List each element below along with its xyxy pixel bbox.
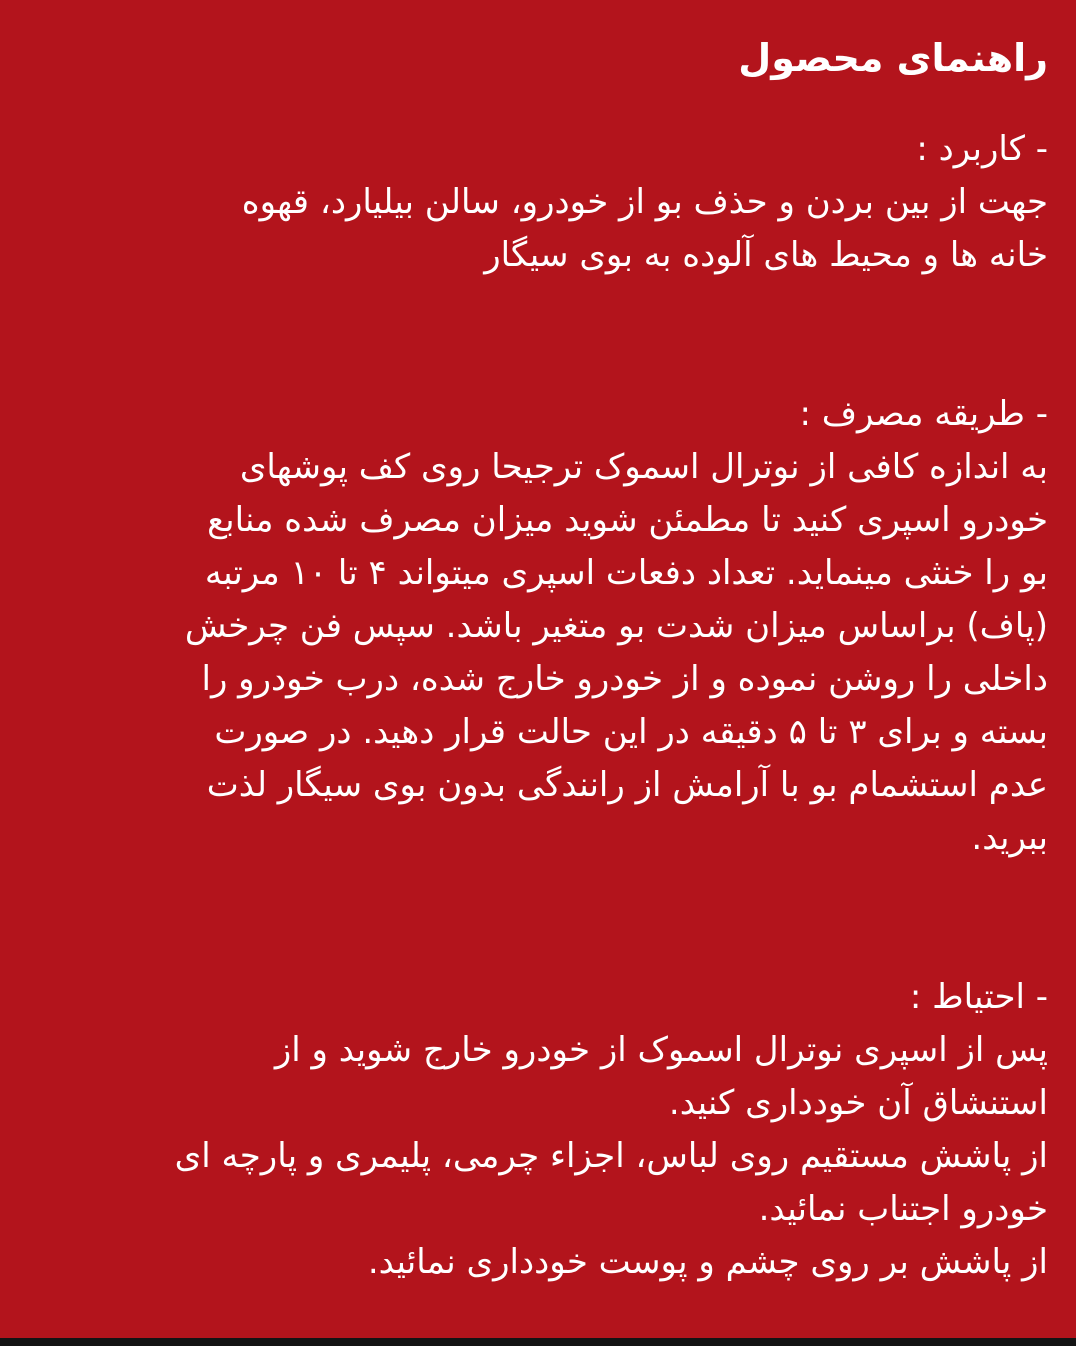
caution-heading: - احتیاط : xyxy=(909,976,1048,1017)
method-line: به اندازه کافی از نوترال اسموک ترجیحا روی کف پوشهای xyxy=(239,446,1048,487)
method-line: بسته و برای ۳ تا ۵ دقیقه در این حالت قرار دهید. در صورت xyxy=(214,711,1048,752)
caution-line: خودرو اجتناب نمائید. xyxy=(758,1188,1048,1229)
method-section xyxy=(28,388,1048,865)
caution-line: از پاشش بر روی چشم و پوست خودداری نمائید. xyxy=(367,1241,1048,1282)
method-line: ببرید. xyxy=(971,817,1048,858)
caution-line: پس از اسپری نوترال اسموک از خودرو خارج شوید و از xyxy=(274,1029,1048,1070)
method-line: خودرو اسپری کنید تا مطمئن شوید میزان مصرف شده منابع xyxy=(207,499,1048,540)
usage-section xyxy=(28,123,1048,282)
usage-heading: - کاربرد : xyxy=(916,128,1048,169)
page-title: راهنمای محصول xyxy=(738,36,1048,80)
spacer xyxy=(28,282,1048,388)
method-line: عدم استشمام بو با آرامش از رانندگی بدون بوی سیگار لذت xyxy=(206,764,1048,805)
method-text xyxy=(28,441,1048,865)
usage-line: جهت از بین بردن و حذف بو از خودرو، سالن بیلیارد، قهوه xyxy=(241,181,1048,222)
usage-line: خانه ها و محیط های آلوده به بوی سیگار xyxy=(484,234,1048,275)
caution-line: از پاشش مستقیم روی لباس، اجزاء چرمی، پلیمری و پارچه ای xyxy=(174,1135,1048,1176)
bottom-edge-bar xyxy=(0,1338,1076,1346)
caution-section xyxy=(28,971,1048,1289)
usage-text xyxy=(28,176,1048,282)
caution-line: استنشاق آن خودداری کنید. xyxy=(668,1082,1048,1123)
method-line: (پاف) براساس میزان شدت بو متغیر باشد. سپس فن چرخش xyxy=(184,605,1048,646)
method-line: داخلی را روشن نموده و از خودرو خارج شده، درب خودرو را xyxy=(201,658,1048,699)
spacer xyxy=(28,865,1048,971)
method-heading: - طریقه مصرف : xyxy=(799,393,1048,434)
method-line: بو را خنثی مینماید. تعداد دفعات اسپری میتواند ۴ تا ۱۰ مرتبه xyxy=(204,552,1048,593)
spacer xyxy=(28,89,1048,123)
caution-text xyxy=(28,1024,1048,1289)
